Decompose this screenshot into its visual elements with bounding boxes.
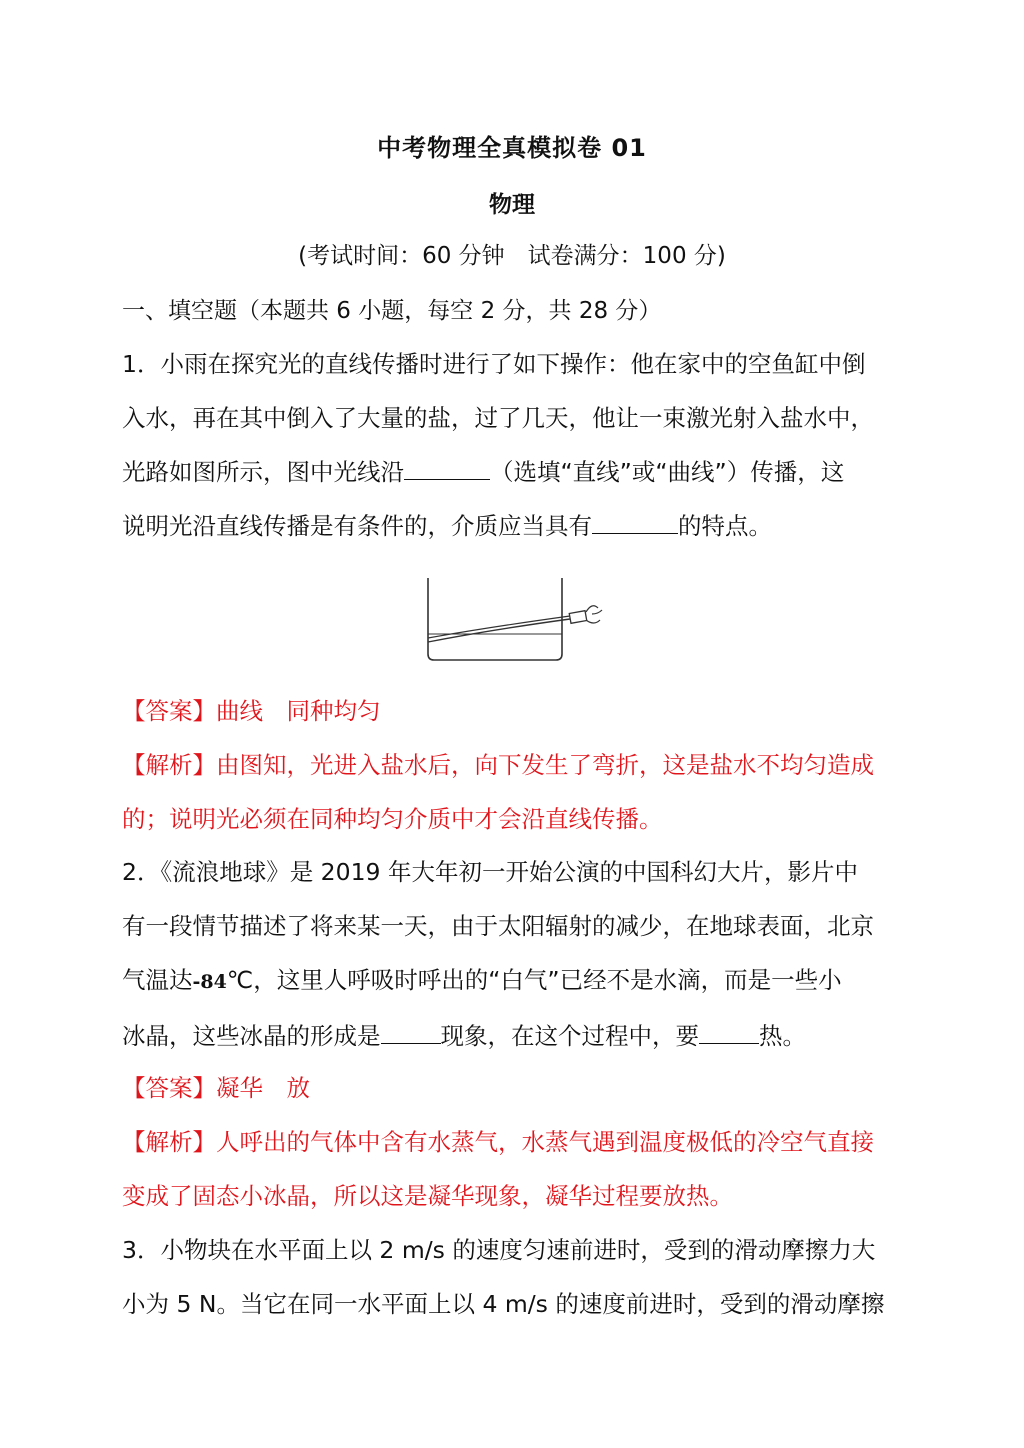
q1-line-2: 入水，再在其中倒入了大量的盐，过了几天，他让一束激光射入盐水中，: [122, 404, 874, 432]
q2-line-4-text-c: 热。: [759, 1022, 806, 1050]
section-heading: 一、填空题（本题共 6 小题，每空 2 分，共 28 分）: [122, 298, 662, 324]
question-2: [122, 845, 912, 1063]
q3-line-2: 小为 5 N。当它在同一水平面上以 4 m/s 的速度前进时，受到的滑动摩擦: [122, 1290, 885, 1318]
hand-holding-laser: [586, 606, 602, 623]
laser-pointer: [569, 611, 586, 624]
q1-line-3: [122, 445, 912, 499]
light-path-upper: [428, 616, 570, 638]
question-3: [122, 1223, 912, 1331]
fish-tank-laser-figure: [420, 572, 610, 664]
q1-line-4-text-a: 说明光沿直线传播是有条件的，介质应当具有: [122, 512, 592, 540]
q1-analysis-line-2: 的；说明光必须在同种均匀介质中才会沿直线传播。: [122, 805, 663, 833]
answer-blank: [699, 1021, 759, 1044]
exam-info: (考试时间：60 分钟 试卷满分：100 分): [298, 243, 726, 269]
q2-analysis-line-2: 变成了固态小冰晶，所以这是凝华现象，凝华过程要放热。: [122, 1182, 733, 1210]
question-1: [122, 337, 912, 553]
q1-line-3-text-a: 光路如图所示，图中光线沿: [122, 458, 404, 486]
q1-solution: [122, 684, 912, 846]
q2-line-4: [122, 1009, 912, 1063]
q3-line-1: 3．小物块在水平面上以 2 m/s 的速度匀速前进时，受到的滑动摩擦力大: [122, 1236, 876, 1264]
subject-heading: 物理: [489, 192, 535, 218]
q2-line-1: 2．《流浪地球》是 2019 年大年初一开始公演的中国科幻大片，影片中: [122, 858, 858, 886]
q2-line-3: [122, 953, 912, 1009]
q2-answer: 【答案】凝华 放: [122, 1074, 310, 1102]
q2-line-3-text-b: ℃，这里人呼吸时呼出的“白气”已经不是水滴，而是一些小: [226, 966, 842, 994]
q1-line-3-text-b: （选填“直线”或“曲线”）传播，这: [490, 458, 845, 486]
q1-answer: 【答案】曲线 同种均匀: [122, 697, 381, 725]
q2-line-3-text-a: 气温达: [122, 966, 193, 994]
q1-line-1: 1．小雨在探究光的直线传播时进行了如下操作：他在家中的空鱼缸中倒: [122, 350, 866, 378]
light-path-lower: [428, 619, 570, 642]
q1-analysis-line-1: 【解析】由图知，光进入盐水后，向下发生了弯折，这是盐水不均匀造成: [122, 751, 874, 779]
q2-line-4-text-b: 现象，在这个过程中，要: [440, 1022, 699, 1050]
q2-solution: [122, 1061, 912, 1223]
answer-blank: [381, 1021, 441, 1044]
q2-line-4-text-a: 冰晶，这些冰晶的形成是: [122, 1022, 381, 1050]
answer-blank: [404, 457, 490, 480]
page-title: 中考物理全真模拟卷 01: [377, 134, 647, 162]
temperature-value: -84: [192, 971, 227, 993]
answer-blank: [592, 511, 678, 534]
q2-line-2: 有一段情节描述了将来某一天，由于太阳辐射的减少，在地球表面，北京: [122, 912, 874, 940]
q1-line-4-text-b: 的特点。: [678, 512, 772, 540]
q1-line-4: [122, 499, 912, 553]
q2-analysis-line-1: 【解析】人呼出的气体中含有水蒸气，水蒸气遇到温度极低的冷空气直接: [122, 1128, 874, 1156]
fish-tank-outline: [428, 578, 562, 660]
